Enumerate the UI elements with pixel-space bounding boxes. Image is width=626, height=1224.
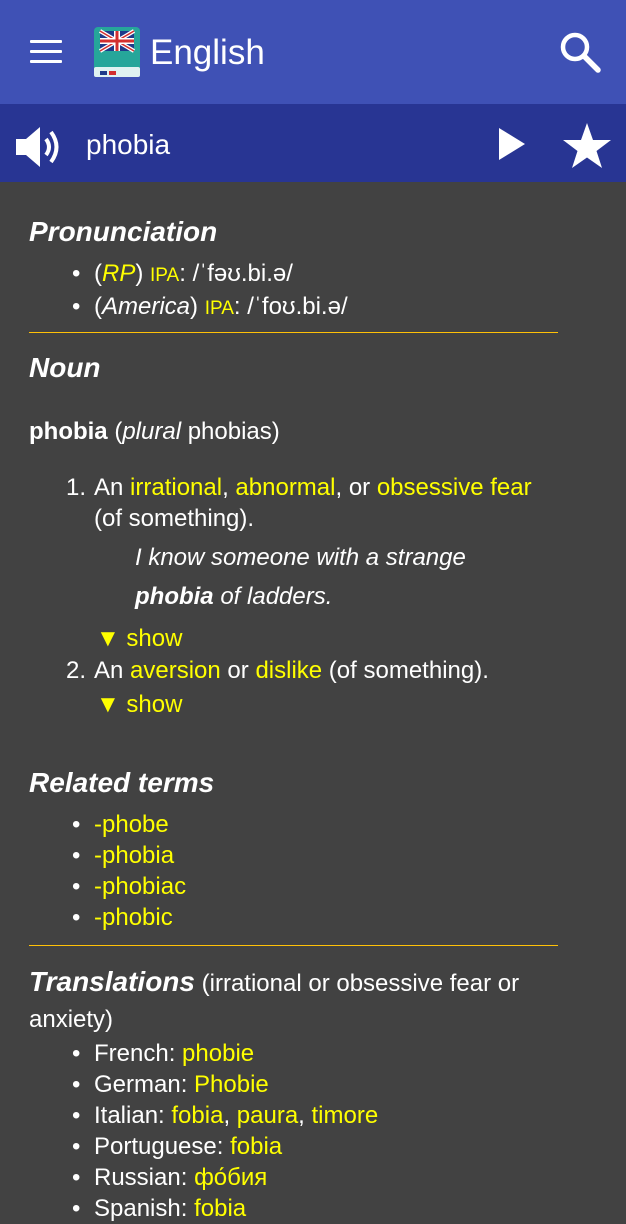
- noun-heading: Noun: [29, 352, 101, 383]
- headword: phobia: [29, 418, 108, 445]
- translation-item: • French: phobie: [0, 1038, 378, 1069]
- related-terms-heading: Related terms: [29, 767, 215, 798]
- english-dictionary-book-icon: [94, 27, 140, 77]
- list-item: [0, 840, 186, 871]
- definition-2: 2. An aversion or dislike (of something).: [66, 657, 489, 684]
- definition-link[interactable]: dislike: [255, 657, 323, 684]
- translation-link[interactable]: paura: [236, 1102, 299, 1129]
- translations-header: [29, 964, 589, 1038]
- list-item: [0, 809, 186, 840]
- usage-example: I know someone with a strange phobia of ladders.: [135, 544, 466, 610]
- translations-list: [0, 1038, 378, 1224]
- pronunciation-item: • (America) IPA: /ˈfoʊ.bi.ə/: [0, 291, 348, 324]
- app-bar: [0, 0, 626, 104]
- search-icon[interactable]: [558, 30, 602, 74]
- show-quotations-toggle[interactable]: ▼ show: [96, 625, 183, 652]
- definition-link[interactable]: aversion: [130, 657, 221, 684]
- related-term-link[interactable]: -phobic: [94, 904, 173, 931]
- related-term-link[interactable]: -phobe: [94, 811, 169, 838]
- translation-link[interactable]: timore: [311, 1102, 379, 1129]
- section-divider: [29, 945, 558, 946]
- pronunciation-item: • (RP) IPA: /ˈfəʊ.bi.ə/: [0, 258, 348, 291]
- definition-1: 1. An irrational, abnormal, or obsessive fear (of something).: [66, 474, 532, 532]
- translation-item: • Portuguese: fobia: [0, 1131, 378, 1162]
- translation-item: • Spanish: fobia: [0, 1193, 378, 1224]
- translation-link[interactable]: fobia: [230, 1133, 283, 1160]
- accent-label: America: [102, 293, 191, 320]
- translation-item: • German: Phobie: [0, 1069, 378, 1100]
- definition-content[interactable]: [0, 182, 626, 1222]
- translation-link[interactable]: fobia: [194, 1195, 247, 1222]
- definition-link[interactable]: fear: [490, 474, 532, 501]
- translation-item: • Italian: fobia, paura, timore: [0, 1100, 378, 1131]
- word-bar: [0, 104, 626, 182]
- related-terms-list: [0, 809, 186, 933]
- translations-gloss: (irrational or obsessive fear or anxiety): [29, 970, 520, 1033]
- ipa-link[interactable]: IPA: [150, 265, 180, 286]
- star-icon[interactable]: [562, 122, 612, 170]
- definition-link[interactable]: irrational: [130, 474, 223, 501]
- app-title: English: [150, 33, 265, 72]
- pronunciation-list: [0, 258, 348, 324]
- definition-link[interactable]: obsessive: [376, 474, 484, 501]
- translation-link[interactable]: фо́бия: [194, 1164, 268, 1191]
- speaker-icon[interactable]: [14, 124, 64, 170]
- accent-link[interactable]: RP: [102, 260, 136, 287]
- play-icon[interactable]: [496, 126, 528, 162]
- translation-link[interactable]: Phobie: [194, 1071, 269, 1098]
- translation-link[interactable]: phobie: [182, 1040, 255, 1067]
- translations-heading: Translations: [29, 966, 195, 997]
- list-item: [0, 871, 186, 902]
- related-term-link[interactable]: -phobiac: [94, 873, 187, 900]
- list-item: [0, 902, 186, 933]
- translation-item: • Russian: фо́бия: [0, 1162, 378, 1193]
- translation-link[interactable]: fobia: [171, 1102, 224, 1129]
- section-divider: [29, 332, 558, 333]
- ipa-link[interactable]: IPA: [204, 298, 234, 319]
- definition-link[interactable]: abnormal: [235, 474, 336, 501]
- related-term-link[interactable]: -phobia: [94, 842, 175, 869]
- show-quotations-toggle[interactable]: ▼ show: [96, 691, 183, 718]
- word-title: phobia: [86, 129, 171, 160]
- hamburger-menu-icon[interactable]: [30, 40, 62, 64]
- headword-line: phobia (plural phobias): [29, 418, 280, 445]
- pronunciation-heading: Pronunciation: [29, 216, 218, 247]
